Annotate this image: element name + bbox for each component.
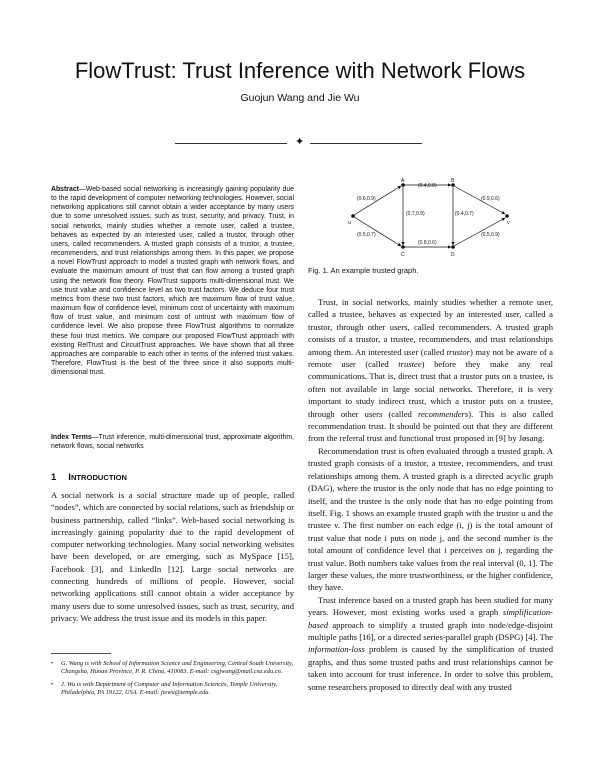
body-paragraph: Trust, in social networks, mainly studies whether a remote user, called a trustee, behaves as expected by an interested user, called a trustor, through other users, called recommenders. A trusted graph consists of a trustor, a trustee, recommenders, and trust relationships among them. An interested user (called trustor) may not be aware of a remote user (called trustee) before they make any real communications. That is, direct trust that a trustor puts on a trustee, is often not available in large social networks. Therefore, it is very important to study indirect trust, which a trustor puts on a trustee, through other users (called recommenders). This is also called recommendation trust. It should be pointed out that they are different from the referral trust and functional trust proposed in [9] by Jøsang. [308, 297, 553, 444]
edge-label: (0.5,0.9) [481, 232, 500, 238]
abstract-text: —Web-based social networking is increasingly gaining popularity due to the rapid development of computer networking technologies. However, social networking applications still cannot obtain a wider acceptance by many users due to some unresolved issues, such as trust, security, and privacy. Trust, in social networks, mainly studies whether a remote user, called a trustee, behaves as expected by an interested user, called a trustor, through other users, called recommenders. A trusted graph consists of a trustor, a trustee, recommenders, and trust relationships among them. In this paper, we propose a novel FlowTrust approach to model a trusted graph with network flows, and evaluate the maximum amount of trust that can flow among a trusted graph using the network flow theory. FlowTrust supports multi-dimensional trust. We use trust value and confidence level as two trust factors. We deduce four trust metrics from these two trust factors, which are maximum flow of trust value, maximum flow of confidence level, minimum cost of uncertainty with maximum flow of trust value, and minimum cost of untrust with maximum flow of confidence level. We also propose three FlowTrust algorithms to normalize these four trust metrics. We compare our proposed FlowTrust approach with existing RelTrust and CircuitTrust approaches. We have shown that all three approaches are comparable to each other in terms of the inferred trust values. Therefore, FlowTrust is the best of the three since it also supports multi-dimensional trust. [51, 186, 294, 377]
paper-title: FlowTrust: Trust Inference with Network Flows [74, 58, 526, 83]
section-title-first: I [68, 472, 71, 483]
abstract [51, 185, 294, 377]
edge-label: (0.9,0.6) [481, 196, 500, 202]
abstract-label: Abstract [51, 186, 79, 193]
intro-paragraph: A social network is a social structure made up of people, called “nodes”, which are connected by social relations, such as friendship or business partnership, called “links”. Web-based social networking is increasingly gaining popularity due to the rapid development of computer networking technologies. Many social networking websites have been developed, or are emerging, such as MySpace [15], Facebook [3], and LinkedIn [12]. Large social networks are connecting hundreds of millions of people. However, social networking applications still cannot obtain a wider acceptance by many users due to some unresolved issues, such as trust, security, and privacy. We address the trust issue and its models in this paper. [51, 490, 294, 623]
paper-authors: Guojun Wang and Jie Wu [240, 92, 360, 104]
node-c [401, 245, 405, 249]
node-u [351, 214, 355, 218]
edge-label: (0.8,0.6) [418, 240, 437, 246]
body-paragraph: Trust inference based on a trusted graph has been studied for many years. However, most existing works used a graph simplification-based approach to simplify a trusted graph into node/edge-disjoint multiple paths [16], or a directed series-parallel graph (DSPG) [4]. The information-loss problem is caused by the simplification of trusted graphs, and thus some trusted paths and trust relationships cannot be taken into account for trust inference. In order to solve this problem, some researchers proposed to directly deal with any trusted [308, 594, 553, 692]
edge-label: (0.5,0.7) [357, 232, 376, 238]
edge-label: (0.4,0.7) [455, 211, 474, 217]
index-terms-text: —Trust inference, multi-dimensional trust, approximate algorithm, network flows, social networks [51, 434, 294, 451]
trusted-graph-figure [345, 178, 515, 258]
section-title-rest: NTRODUCTION [70, 473, 128, 482]
right-column-body [308, 296, 553, 693]
footnote-rule [51, 653, 111, 654]
title-divider-right [310, 143, 422, 144]
section-number: 1 [51, 472, 57, 483]
footnotes [51, 660, 294, 702]
footnote-item: • G. Wang is with School of Information Science and Engineering, Central South University, Changsha, Hunan Province, P. R. China, 410083. E-mail: csgjwang@mail.csu.edu.cn. [51, 660, 294, 676]
footnote-item: • J. Wu is with Department of Computer and Information Sciences, Temple University, Philadelphia, PA 19122, USA. E-mail: jiewu@temple.edu. [51, 680, 278, 697]
node-label: A [401, 178, 405, 184]
edge-label: (0.7,0.9) [406, 211, 425, 217]
title-divider-left [175, 143, 287, 144]
footnote-text: G. Wang is with School of Information Science and Engineering, Central South University, Changsha, Hunan Province, P. R. China, 410083. E-mail: csgjwang@mail.csu.edu.cn. [61, 660, 294, 676]
node-v [505, 214, 509, 218]
edge-label: (0.6,0.9) [357, 196, 376, 202]
node-label: u [348, 220, 351, 226]
body-paragraph: Recommendation trust is often evaluated through a trusted graph. A trusted graph consists of a trustor, a trustee, recommenders, and trust relationships among them. A trusted graph is a directed acyclic graph (DAG), where the trustor is the only node that has no edge pointing to itself, and the trustee is the only node that has no edge pointing from itself. Fig. 1 shows an example trusted graph with the trustor u and the trustee v. The first number on each edge (i, j) is the total amount of trust value that node i puts on node j, and the second number is the total amount of confidence level that i perceives on j, regarding the trust value. Both numbers take values from the real interval (0, 1]. The larger these values, the more trustworthiness, or the higher confidence, they have. [308, 445, 553, 593]
node-d [451, 245, 455, 249]
index-terms [51, 433, 294, 451]
node-label: D [451, 252, 455, 258]
node-label: B [451, 178, 455, 184]
edge-label: (0.4,0.8) [418, 183, 437, 189]
index-terms-label: Index Terms [51, 434, 92, 441]
node-label: v [507, 220, 510, 226]
section-heading [51, 472, 127, 483]
figure-caption: Fig. 1. An example trusted graph. [308, 266, 419, 275]
footnote-text: J. Wu is with Department of Computer and Information Sciences, Temple University, Philadelphia, PA 19122, USA. E-mail: jiewu@temple.edu. [61, 680, 278, 697]
node-label: C [401, 252, 405, 258]
left-column-body [51, 489, 294, 624]
divider-diamond-icon: ✦ [295, 135, 305, 148]
